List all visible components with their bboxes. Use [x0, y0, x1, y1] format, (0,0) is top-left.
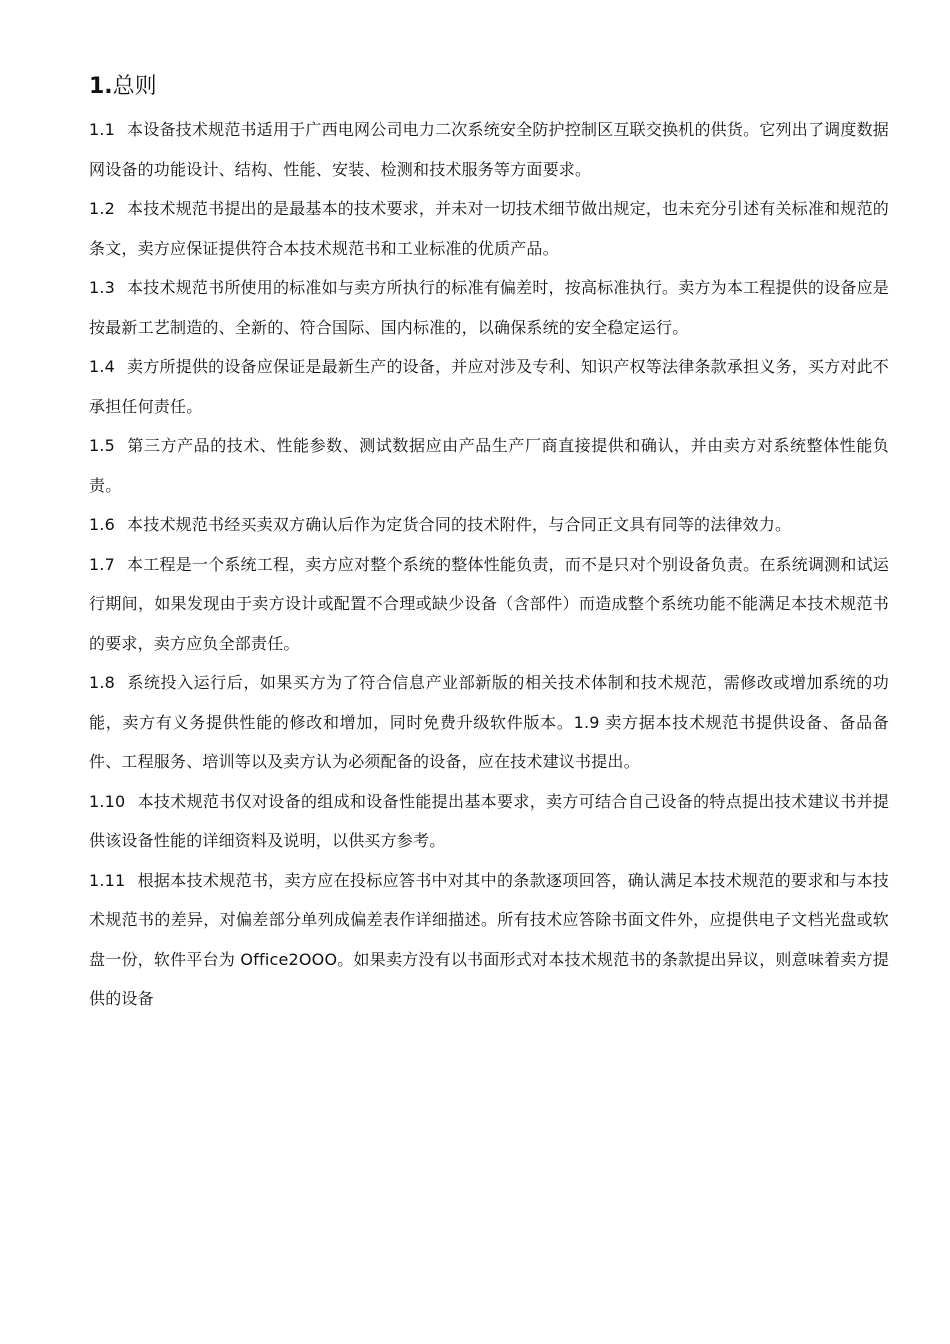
paragraph-number: 1.8 [89, 673, 116, 692]
paragraph-number: 1.5 [89, 436, 116, 455]
paragraph-number: 1.7 [89, 554, 116, 574]
paragraph-1-5 [89, 426, 889, 505]
paragraph-number: 1.3 [89, 278, 116, 297]
paragraph-1-10 [89, 782, 889, 861]
document-body [89, 70, 889, 1019]
paragraph-1-11 [89, 861, 889, 1019]
paragraph-1-6 [89, 505, 889, 545]
section-heading-text: 总则 [112, 74, 157, 99]
section-heading [89, 70, 889, 104]
paragraph-1-8 [89, 663, 889, 782]
paragraph-1-3 [89, 268, 889, 347]
paragraph-text: 本技术规范书经买卖双方确认后作为定货合同的技术附件，与合同正文具有同等的法律效力。 [127, 515, 792, 534]
paragraph-1-4 [89, 347, 889, 426]
paragraph-1-7 [89, 545, 889, 664]
paragraph-number: 1.2 [89, 199, 116, 218]
section-heading-number: 1. [89, 74, 113, 99]
paragraph-text: 本技术规范书提出的是最基本的技术要求，并未对一切技术细节做出规定，也未充分引述有关标准和规范的条文，卖方应保证提供符合本技术规范书和工业标准的优质产品。 [89, 199, 889, 258]
paragraph-number: 1.11 [89, 870, 126, 890]
paragraph-text: 系统投入运行后，如果买方为了符合信息产业部新版的相关技术体制和技术规范，需修改或增加系统的功能，卖方有义务提供性能的修改和增加，同时免费升级软件版本。1.9 卖方据本技术规范书提供设备、备品备件、工程服务、培训等以及卖方认为必须配备的设备，应在技术建议书提出。 [89, 673, 889, 771]
paragraph-text: 本设备技术规范书适用于广西电网公司电力二次系统安全防护控制区互联交换机的供货。它列出了调度数据网设备的功能设计、结构、性能、安装、检测和技术服务等方面要求。 [89, 120, 889, 179]
paragraph-text: 第三方产品的技术、性能参数、测试数据应由产品生产厂商直接提供和确认，并由卖方对系统整体性能负责。 [89, 436, 889, 495]
paragraph-1-1 [89, 110, 889, 189]
paragraph-number: 1.6 [89, 515, 116, 534]
paragraph-number: 1.1 [89, 120, 116, 139]
paragraph-text: 卖方所提供的设备应保证是最新生产的设备，并应对涉及专利、知识产权等法律条款承担义务，买方对此不承担任何责任。 [89, 357, 889, 416]
paragraph-text: 本工程是一个系统工程，卖方应对整个系统的整体性能负责，而不是只对个别设备负责。在系统调测和试运行期间，如果发现由于卖方设计或配置不合理或缺少设备（含部件）而造成整个系统功能不能满足本技术规范书的要求，卖方应负全部责任。 [89, 554, 889, 653]
paragraph-text: 本技术规范书仅对设备的组成和设备性能提出基本要求，卖方可结合自己设备的特点提出技术建议书并提供该设备性能的详细资料及说明，以供买方参考。 [89, 791, 889, 850]
paragraph-text: 本技术规范书所使用的标准如与卖方所执行的标准有偏差时，按高标准执行。卖方为本工程提供的设备应是按最新工艺制造的、全新的、符合国际、国内标准的，以确保系统的安全稳定运行。 [89, 278, 889, 337]
paragraph-number: 1.10 [89, 791, 126, 811]
paragraph-1-2 [89, 189, 889, 268]
paragraph-number: 1.4 [89, 357, 116, 376]
paragraph-text: 根据本技术规范书，卖方应在投标应答书中对其中的条款逐项回答，确认满足本技术规范的要求和与本技术规范书的差异，对偏差部分单列成偏差表作详细描述。所有技术应答除书面文件外，应提供电子文档光盘或软盘一份，软件平台为 Office2OOO。如果卖方没有以书面形式对本技术规范书的条款提出异议，则意味着卖方提供的设备 [89, 870, 889, 1008]
